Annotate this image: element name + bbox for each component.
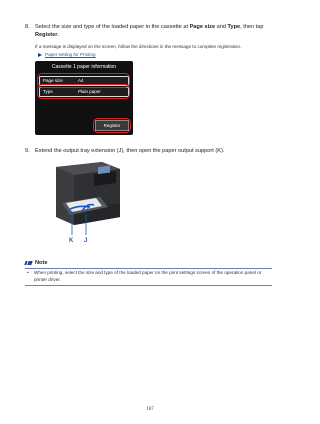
note-heading [25, 259, 47, 267]
arrow-right-icon [38, 53, 42, 57]
page-size-value: A4 [78, 78, 84, 83]
note-body [27, 270, 272, 283]
step-9 [25, 147, 280, 155]
step-text: Extend the output tray extension (J), then open the paper output support (K). [35, 148, 225, 154]
step-text [35, 23, 280, 39]
paper-setting-link[interactable]: Paper setting for Printing [45, 52, 96, 57]
printer-illustration [42, 159, 134, 249]
panel-title: Cassette 1 paper information [51, 64, 117, 70]
page-size-term: Page size [189, 24, 216, 30]
registration-hint: If a message is displayed on the screen, follow the directions in the message to complete registration. [35, 44, 242, 49]
register-highlight [93, 118, 131, 133]
note-icon [25, 261, 32, 265]
page-size-label: Page size [43, 78, 63, 83]
note-divider-top [25, 268, 272, 269]
note-divider-bottom [25, 285, 272, 286]
type-term: Type [227, 24, 241, 30]
operation-panel-screen [35, 61, 133, 135]
callout-j-label: J [84, 238, 88, 244]
page-number: 167 [146, 407, 154, 412]
step-text-part: and [215, 24, 228, 30]
step-number: 8. [25, 24, 30, 30]
step-text-part: , then tap [240, 24, 264, 30]
related-link[interactable] [38, 52, 96, 58]
step-text-part: . [57, 32, 59, 38]
bullet: • [27, 270, 29, 275]
callout-k-label: K [69, 238, 74, 244]
type-value: Plain paper [78, 89, 101, 94]
step-number: 9. [25, 148, 30, 154]
register-button[interactable]: Register [95, 120, 129, 131]
register-term: Register [35, 32, 58, 38]
note-title: Note [35, 260, 48, 266]
type-label: Type [43, 89, 53, 94]
step-text-part: Select the size and type of the loaded paper in the cassette at [35, 24, 190, 30]
type-highlight [37, 84, 130, 99]
note-text: When printing, select the size and type of the loaded paper on the print settings screen of the operation panel or printer driver. [34, 270, 262, 282]
step-8 [25, 23, 280, 39]
